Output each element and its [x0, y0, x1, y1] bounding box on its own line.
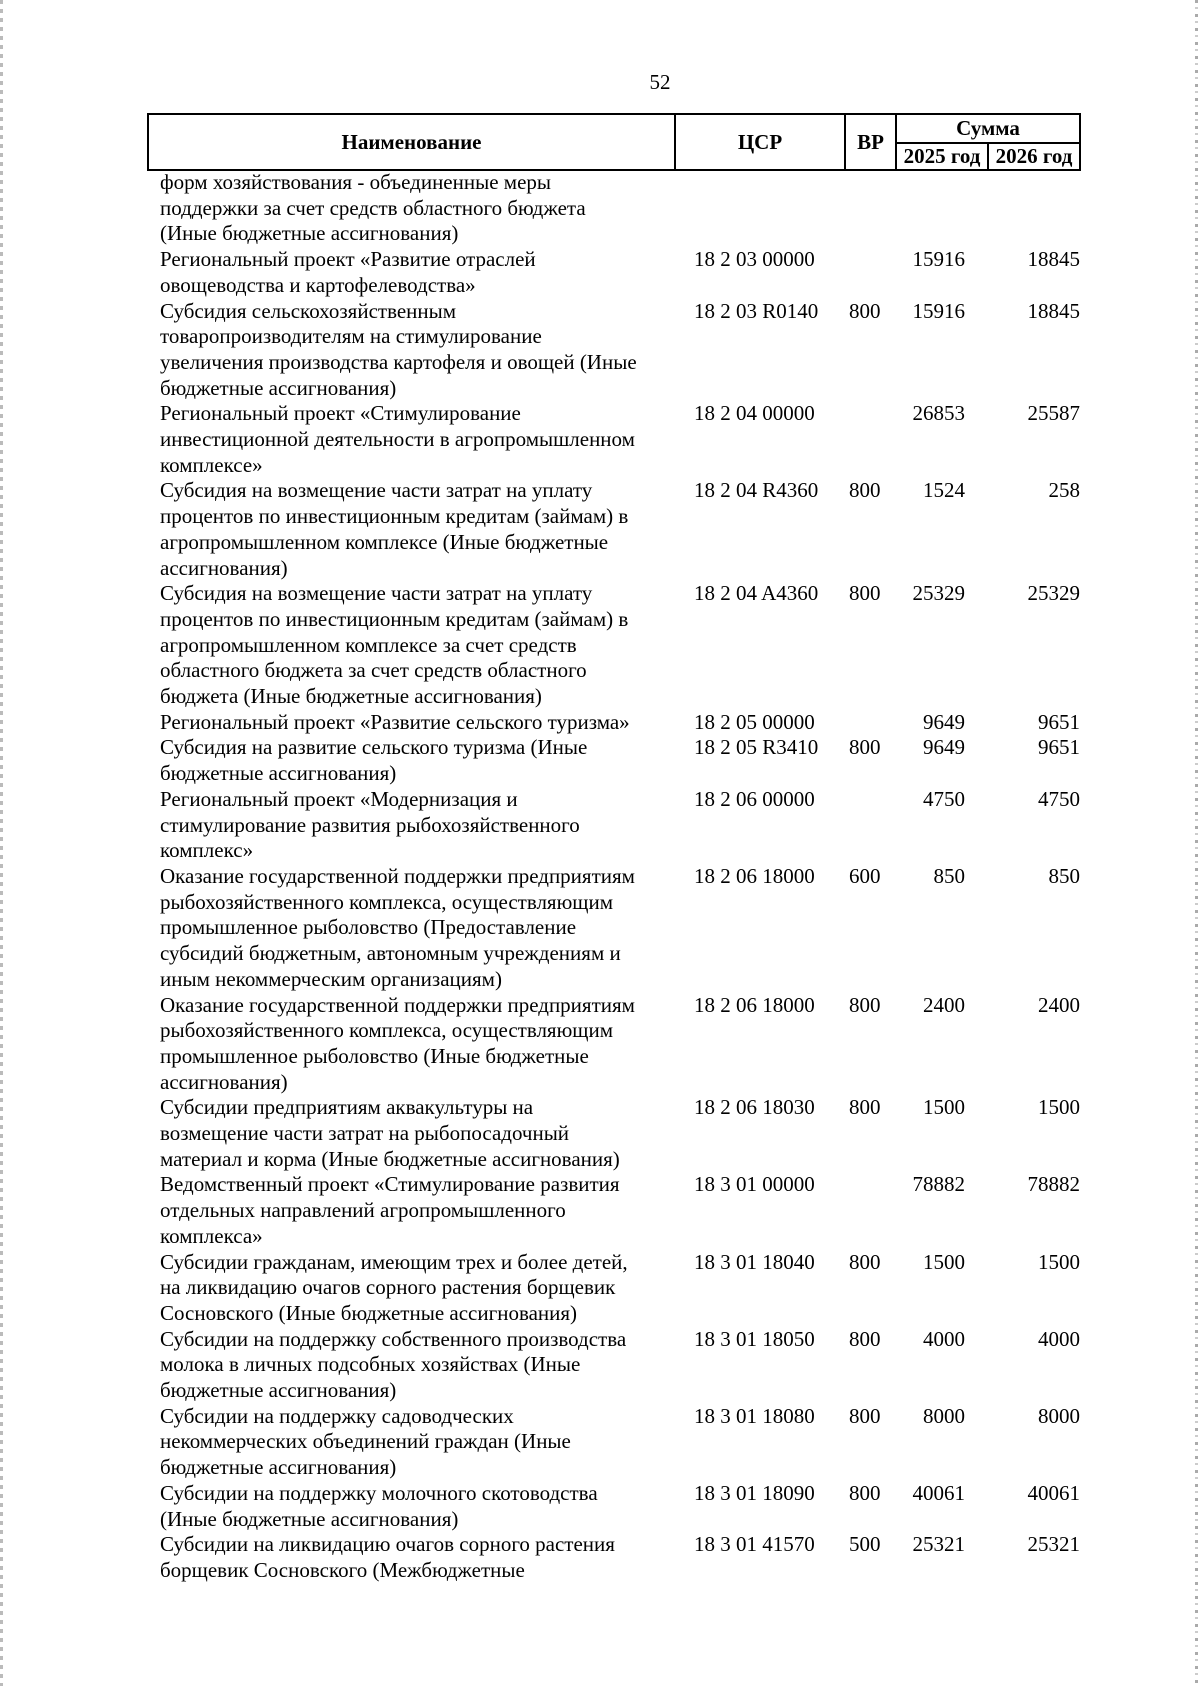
- row-sum-2025: 9649: [923, 709, 965, 734]
- row-sum-2026: 850: [1048, 863, 1080, 888]
- row-csr: 18 3 01 18040: [694, 1249, 815, 1274]
- row-vr: 800: [849, 1249, 881, 1274]
- row-vr: 600: [849, 863, 881, 888]
- header-year-2026: 2026 год: [988, 143, 1080, 170]
- row-csr: 18 3 01 18080: [694, 1403, 815, 1428]
- row-name: Ведомственный проект «Стимулирование развития отдельных направлений агропромышленного комплекса»: [160, 1172, 620, 1248]
- table-row: [160, 1327, 1080, 1404]
- row-csr: 18 3 01 41570: [694, 1532, 815, 1557]
- row-csr: 18 2 06 18000: [694, 863, 815, 888]
- row-name: Субсидии на ликвидацию очагов сорного растения борщевик Сосновского (Межбюджетные: [160, 1532, 615, 1582]
- table-row: [160, 1481, 1080, 1532]
- row-vr: 500: [849, 1532, 881, 1557]
- row-csr: 18 2 03 R0140: [694, 298, 819, 323]
- table-row: [160, 1172, 1080, 1249]
- row-sum-2026: 40061: [1027, 1480, 1080, 1505]
- row-vr: 800: [849, 735, 881, 760]
- row-vr: 800: [849, 478, 881, 503]
- row-sum-2026: 2400: [1038, 992, 1080, 1017]
- row-sum-2025: 8000: [923, 1403, 965, 1428]
- table-row: [160, 864, 1080, 993]
- row-name: Субсидии гражданам, имеющим трех и более детей, на ликвидацию очагов сорного растения борщевик Сосновского (Иные бюджетные ассигнования): [160, 1249, 628, 1325]
- row-sum-2026: 25587: [1027, 401, 1080, 426]
- row-name: Субсидия на развитие сельского туризма (Иные бюджетные ассигнования): [160, 735, 588, 786]
- row-csr: 18 2 06 18000: [694, 992, 815, 1017]
- row-name: Субсидия сельскохозяйственным товаропроизводителям на стимулирование увеличения производства картофеля и овощей (Иные бюджетные ассигнования): [160, 298, 637, 400]
- row-name: Субсидии предприятиям аквакультуры на возмещение части затрат на рыбопосадочный материал и корма (Иные бюджетные ассигнования): [160, 1095, 620, 1171]
- row-name: Региональный проект «Развитие отраслей овощеводства и картофелеводства»: [160, 247, 536, 297]
- row-csr: 18 2 04 A4360: [694, 581, 819, 606]
- row-sum-2026: 8000: [1038, 1403, 1080, 1428]
- row-name: Субсидии на поддержку собственного производства молока в личных подсобных хозяйствах (Иные бюджетные ассигнования): [160, 1326, 627, 1403]
- row-sum-2026: 4750: [1038, 786, 1080, 811]
- row-csr: 18 2 06 00000: [694, 786, 815, 811]
- row-name: Региональный проект «Стимулирование инвестиционной деятельности в агропромышленном комплексе»: [160, 401, 635, 477]
- row-vr: 800: [849, 298, 881, 323]
- row-sum-2025: 9649: [923, 735, 965, 760]
- row-sum-2025: 26853: [912, 401, 965, 426]
- row-csr: 18 2 03 00000: [694, 247, 815, 272]
- header-csr: ЦСР: [675, 114, 845, 170]
- row-sum-2025: 15916: [912, 298, 965, 323]
- header-sum: Сумма: [896, 114, 1080, 143]
- table-row: [160, 1532, 1080, 1583]
- row-csr: 18 2 05 00000: [694, 709, 815, 734]
- table-row: [160, 299, 1080, 402]
- table-row: [160, 581, 1080, 710]
- table-row: [160, 1404, 1080, 1481]
- row-vr: 800: [849, 581, 881, 606]
- row-sum-2025: 1500: [923, 1249, 965, 1274]
- row-sum-2025: 15916: [912, 247, 965, 272]
- row-sum-2026: 18845: [1027, 247, 1080, 272]
- table-row: [160, 1250, 1080, 1327]
- row-sum-2025: 40061: [912, 1480, 965, 1505]
- row-csr: 18 3 01 18050: [694, 1326, 815, 1351]
- row-sum-2026: 25321: [1027, 1532, 1080, 1557]
- page-number: 52: [649, 70, 671, 94]
- row-name: Субсидия на возмещение части затрат на уплату процентов по инвестиционным кредитам (займам) в агропромышленном комплексе за счет средств областного бюджета за счет средств областного бюджета (Иные бюджетные ассигнования): [160, 581, 629, 709]
- row-vr: 800: [849, 992, 881, 1017]
- row-vr: 800: [849, 1326, 881, 1351]
- row-sum-2026: 1500: [1038, 1095, 1080, 1120]
- table-row: [160, 401, 1080, 478]
- scan-edge-right: [1195, 0, 1198, 1686]
- row-name: Региональный проект «Модернизация и стимулирование развития рыбохозяйственного комплекс»: [160, 786, 580, 863]
- row-csr: 18 3 01 00000: [694, 1172, 815, 1197]
- table-row: [160, 170, 1080, 247]
- row-sum-2025: 1500: [923, 1095, 965, 1120]
- table-row: [160, 993, 1080, 1096]
- table-row: [160, 735, 1080, 786]
- scan-edge-left: [0, 0, 3, 1686]
- row-name: Субсидии на поддержку молочного скотоводства (Иные бюджетные ассигнования): [160, 1480, 598, 1531]
- table-header: [147, 113, 1081, 171]
- table-row: [160, 478, 1080, 581]
- row-vr: 800: [849, 1480, 881, 1505]
- table-row: [160, 247, 1080, 298]
- table-row: [160, 1095, 1080, 1172]
- row-csr: 18 2 04 R4360: [694, 478, 819, 503]
- row-name: Субсидии на поддержку садоводческих некоммерческих объединений граждан (Иные бюджетные ассигнования): [160, 1403, 571, 1480]
- row-csr: 18 2 06 18030: [694, 1095, 815, 1120]
- row-vr: 800: [849, 1095, 881, 1120]
- row-sum-2025: 25329: [912, 581, 965, 606]
- table-row: [160, 787, 1080, 864]
- header-year-2025: 2025 год: [896, 143, 988, 170]
- row-sum-2025: 25321: [912, 1532, 965, 1557]
- header-name: Наименование: [148, 114, 675, 170]
- row-csr: 18 2 04 00000: [694, 401, 815, 426]
- row-sum-2026: 18845: [1027, 298, 1080, 323]
- row-sum-2025: 4000: [923, 1326, 965, 1351]
- row-sum-2025: 2400: [923, 992, 965, 1017]
- row-sum-2026: 78882: [1027, 1172, 1080, 1197]
- header-vr: ВР: [845, 114, 896, 170]
- row-sum-2026: 1500: [1038, 1249, 1080, 1274]
- row-name: Оказание государственной поддержки предприятиям рыбохозяйственного комплекса, осуществляющим промышленное рыболовство (Предоставление субсидий бюджетным, автономным учреждениям и иным некоммерческим организациям): [160, 863, 635, 991]
- table-body: [160, 170, 1080, 1584]
- row-vr: 800: [849, 1403, 881, 1428]
- row-sum-2026: 4000: [1038, 1326, 1080, 1351]
- row-sum-2025: 4750: [923, 786, 965, 811]
- row-sum-2026: 258: [1048, 478, 1080, 503]
- row-sum-2025: 78882: [912, 1172, 965, 1197]
- row-name: форм хозяйствования - объединенные меры поддержки за счет средств областного бюджета (Иные бюджетные ассигнования): [160, 170, 586, 246]
- row-csr: 18 3 01 18090: [694, 1480, 815, 1505]
- row-name: Субсидия на возмещение части затрат на уплату процентов по инвестиционным кредитам (займам) в агропромышленном комплексе (Иные бюджетные ассигнования): [160, 478, 629, 580]
- row-name: Оказание государственной поддержки предприятиям рыбохозяйственного комплекса, осуществляющим промышленное рыболовство (Иные бюджетные ассигнования): [160, 992, 635, 1094]
- row-csr: 18 2 05 R3410: [694, 735, 819, 760]
- table-row: [160, 710, 1080, 736]
- row-sum-2025: 1524: [923, 478, 965, 503]
- row-sum-2026: 25329: [1027, 581, 1080, 606]
- row-sum-2025: 850: [933, 863, 965, 888]
- row-sum-2026: 9651: [1038, 735, 1080, 760]
- row-name: Региональный проект «Развитие сельского туризма»: [160, 709, 630, 734]
- row-sum-2026: 9651: [1038, 709, 1080, 734]
